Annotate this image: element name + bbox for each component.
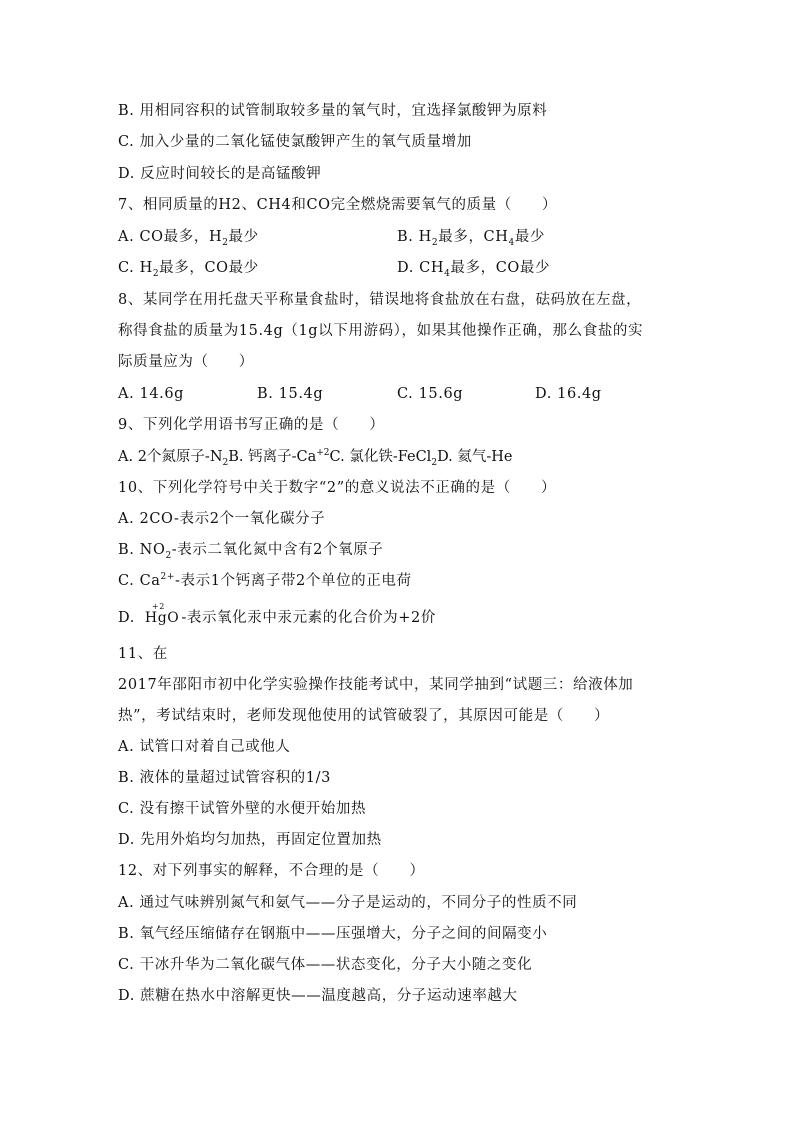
q12-option-a: A. 通过气味辨别氮气和氨气——分子是运动的，不同分子的性质不同: [118, 895, 578, 911]
q8-option-c: C. 15.6g: [397, 386, 464, 402]
question-10: 10、下列化学符号中关于数字“2”的意义说法不正确的是（ ）: [118, 480, 557, 496]
q10-option-a: A. 2CO-表示2个一氧化碳分子: [118, 511, 326, 527]
mercury-oxide-formula: +2 HgO: [144, 602, 180, 626]
q11-option-d: D. 先用外焰均匀加热，再固定位置加热: [118, 832, 382, 848]
question-12: 12、对下列事实的解释，不合理的是（ ）: [118, 863, 425, 879]
q11-option-c: C. 没有擦干试管外壁的水便开始加热: [118, 801, 367, 817]
question-8-line-2: 称得食盐的质量为15.4g（1g以下用游码），如果其他操作正确，那么食盐的实: [118, 323, 644, 339]
question-8-line-1: 8、某同学在用托盘天平称量食盐时，错误地将食盐放在右盘，砝码放在左盘，: [118, 292, 642, 308]
q8-option-b: B. 15.4g: [257, 386, 324, 402]
q8-option-a: A. 14.6g: [118, 386, 185, 402]
q6-option-d: D. 反应时间较长的是高锰酸钾: [118, 166, 322, 182]
question-8-line-3: 际质量应为（ ）: [118, 354, 254, 370]
q7-option-b: B. $H_2$最多，$CH_4$最少: [397, 229, 546, 248]
q10-option-d: D. +2 HgO -表示氧化汞中汞元素的化合价为+2价: [118, 602, 436, 626]
q8-option-d: D. 16.4g: [535, 386, 602, 402]
question-11-line-2: 2017年邵阳市初中化学实验操作技能考试中，某同学抽到“试题三：给液体加: [118, 677, 634, 693]
q7-option-c: C. $H_2$最多，CO最少: [118, 260, 259, 279]
q10-option-b: B. $NO_2-$表示二氧化氮中含有2个氧原子: [118, 542, 384, 561]
question-7: 7、相同质量的H2、CH4和CO完全燃烧需要氧气的质量（ ）: [118, 197, 558, 213]
q12-option-b: B. 氧气经压缩储存在钢瓶中——压强增大，分子之间的间隔变小: [118, 926, 548, 942]
q12-option-c: C. 干冰升华为二氧化碳气体——状态变化，分子大小随之变化: [118, 957, 533, 973]
q6-option-c: C. 加入少量的二氧化锰使氯酸钾产生的氧气质量增加: [118, 134, 472, 150]
question-9: 9、下列化学用语书写正确的是（ ）: [118, 417, 385, 433]
question-11-line-1: 11、在: [118, 646, 168, 662]
q11-option-a: A. 试管口对着自己或他人: [118, 739, 291, 755]
q7-option-d: D. $CH_4$最多，CO最少: [397, 260, 551, 279]
q11-option-b: B. 液体的量超过试管容积的1/3: [118, 770, 331, 786]
q9-options: A. 2个氮原子$-N_2B$. 钙离子$-Ca^{+2}C$. 氯化铁-FeCl$_2$D. 氦气-He: [118, 448, 513, 468]
q10-option-c: C. $Ca^{2+}-$表示1个钙离子带2个单位的正电荷: [118, 572, 412, 589]
q7-option-a: A. CO最多，$H_2$最少: [118, 229, 259, 248]
question-11-line-3: 热”，考试结束时，老师发现他使用的试管破裂了，其原因可能是（ ）: [118, 708, 610, 724]
q6-option-b: B. 用相同容积的试管制取较多量的氧气时，宜选择氯酸钾为原料: [118, 103, 548, 119]
q12-option-d: D. 蔗糖在热水中溶解更快——温度越高，分子运动速率越大: [118, 988, 518, 1004]
